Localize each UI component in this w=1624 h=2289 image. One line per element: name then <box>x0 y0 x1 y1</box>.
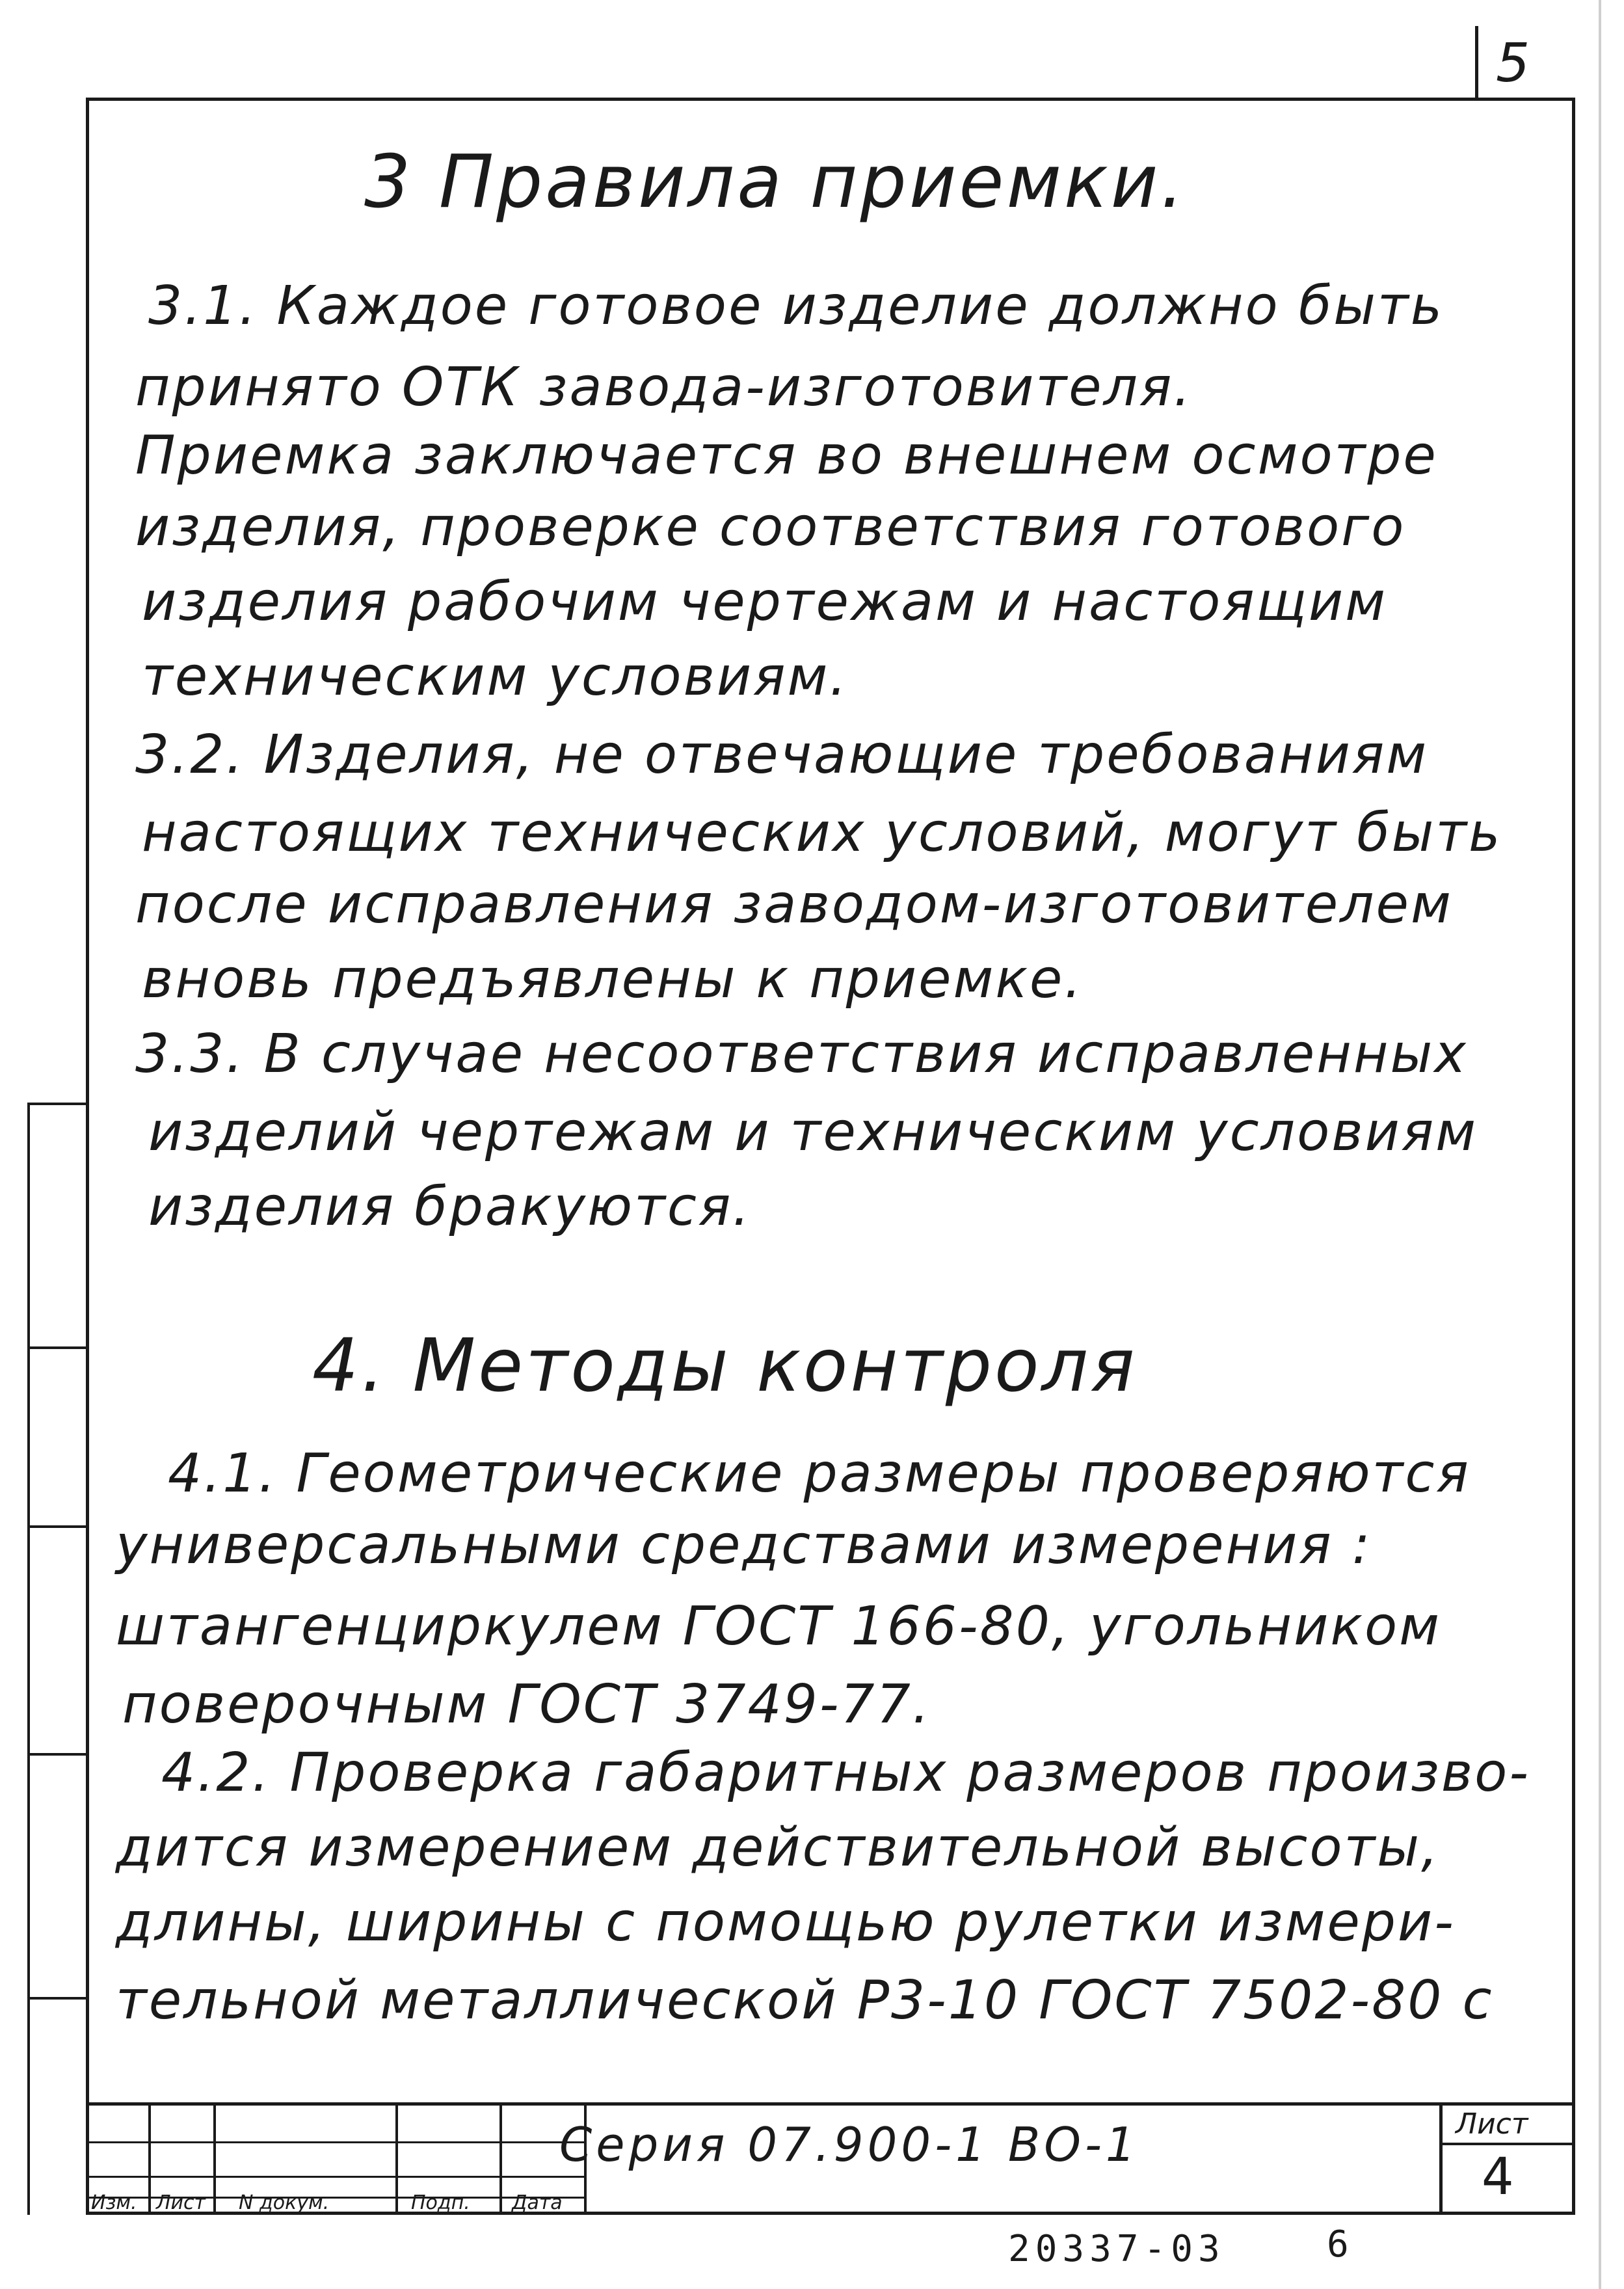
text-line: 3.1. Каждое готовое изделие должно быть <box>148 275 1444 337</box>
margin-line <box>30 1753 88 1756</box>
tb-label-signature: Подп. <box>411 2191 470 2214</box>
text-line: поверочным ГОСТ 3749-77. <box>122 1674 931 1735</box>
text-line: изделия, проверке соответствия готового <box>135 496 1406 558</box>
tb-row-line <box>86 2141 587 2143</box>
corner-page-number: 5 <box>1496 33 1530 94</box>
sheet-number: 4 <box>1482 2148 1514 2206</box>
margin-line <box>30 1525 88 1528</box>
text-line: изделия рабочим чертежам и настоящим <box>142 571 1388 633</box>
text-line: универсальными средствами измерения : <box>116 1514 1372 1576</box>
text-line: техническим условиям. <box>142 646 849 708</box>
corner-mark <box>1475 26 1478 99</box>
text-line: 3.2. Изделия, не отвечающие требованиям <box>135 724 1429 786</box>
text-line: длины, ширины с помощью рулетки измери- <box>116 1892 1456 1953</box>
text-line: изделия бракуются. <box>148 1176 752 1238</box>
tb-label-date: Дата <box>512 2191 563 2214</box>
document-code: 20337-03 <box>1008 2228 1225 2270</box>
sheet-number-box <box>1439 2102 1575 2215</box>
left-margin-stamp-strip <box>27 1103 88 2215</box>
footer-page-number: 6 <box>1327 2223 1349 2266</box>
series-designation: Серия 07.900-1 ВО-1 <box>559 2117 1139 2172</box>
text-line: принято ОТК завода-изготовителя. <box>135 356 1193 418</box>
scan-edge-line <box>1599 0 1601 2289</box>
text-line: вновь предъявлены к приемке. <box>142 948 1084 1010</box>
tb-label-izm: Изм. <box>91 2191 137 2214</box>
margin-line <box>30 1997 88 2000</box>
text-line: Приемка заключается во внешнем осмотре <box>135 425 1438 487</box>
text-line: 3.3. В случае несоответствия исправленных <box>135 1023 1468 1085</box>
section-4-heading: 4. Методы контроля <box>312 1324 1138 1408</box>
text-line: настоящих технических условий, могут быть <box>142 802 1502 864</box>
text-line: штангенциркулем ГОСТ 166-80, угольником <box>116 1596 1441 1657</box>
text-line: 4.1. Геометрические размеры проверяются <box>168 1443 1471 1505</box>
text-line: изделий чертежам и техническим условиям <box>148 1101 1478 1163</box>
sheet-label: Лист <box>1456 2108 1528 2141</box>
text-line: после исправления заводом-изготовителем <box>135 874 1453 935</box>
tb-label-list: Лист <box>156 2191 206 2214</box>
tb-label-doc-number: N докум. <box>239 2191 330 2214</box>
tb-row-line <box>86 2176 587 2178</box>
margin-line <box>30 1346 88 1349</box>
sheet-divider <box>1443 2143 1575 2145</box>
text-line: 4.2. Проверка габаритных размеров произво- <box>161 1742 1530 1804</box>
text-line: дится измерением действительной высоты, <box>116 1817 1441 1879</box>
section-3-heading: 3 Правила приемки. <box>364 140 1186 224</box>
margin-line <box>30 1103 88 1105</box>
text-line: тельной металлической Р3-10 ГОСТ 7502-80 с <box>116 1970 1494 2031</box>
